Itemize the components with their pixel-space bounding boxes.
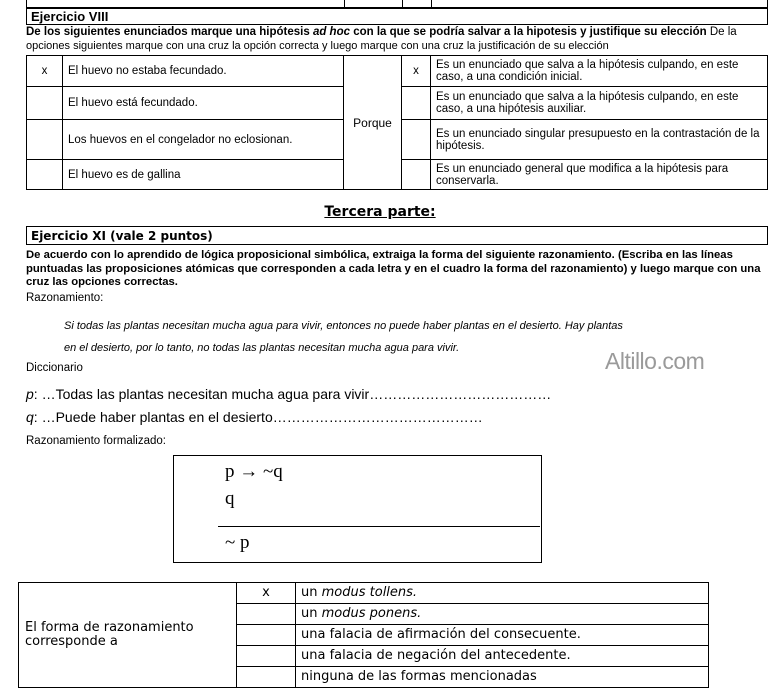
- p-text: : …Todas las plantas necesitan mucha agua para vivir…………………………………: [33, 386, 552, 402]
- option-text: El huevo no estaba fecundado.: [63, 56, 344, 87]
- q-text: : …Puede haber plantas en el desierto………………………………………: [33, 409, 483, 425]
- table-row: [19, 583, 709, 604]
- justification-mark-cell[interactable]: [402, 120, 431, 160]
- ej8-instructions: De los siguientes enunciados marque una hipótesis ad hoc con la que se podría salvar a la hipotesis y justifique su elección De la: [26, 26, 737, 38]
- ej8-instructions-2: opciones siguientes marque con una cruz la opción correcta y luego marque con una cruz la justificación de su elección: [26, 40, 609, 52]
- option-text: El huevo está fecundado.: [63, 87, 344, 120]
- forma-mark-cell[interactable]: [237, 646, 296, 667]
- razonamiento-line-1: Si todas las plantas necesitan mucha agua para vivir, entonces no puede haber plantas en el desierto. Hay plantas: [64, 320, 623, 332]
- part-title: Tercera parte:: [324, 204, 436, 220]
- conclusion-line: [218, 526, 540, 527]
- justification-text: Es un enunciado general que modifica a la hipótesis para conservarla.: [431, 160, 768, 190]
- option-text: El huevo es de gallina: [63, 160, 344, 190]
- conclusion: ~ p: [225, 532, 250, 553]
- justification-text: Es un enunciado que salva a la hipótesis culpando, en este caso, a una condición inicial.: [431, 56, 768, 87]
- diccionario-label: Diccionario: [26, 362, 83, 374]
- formalized-box: [173, 455, 542, 563]
- justification-mark-cell[interactable]: x: [402, 56, 431, 87]
- watermark-logo: Altillo.com: [605, 348, 705, 374]
- option-mark-cell[interactable]: [27, 120, 63, 160]
- forma-option: un modus tollens.: [296, 583, 709, 604]
- porque-label: Porque: [344, 56, 402, 190]
- ej11-instructions: De acuerdo con lo aprendido de lógica proposicional simbólica, extraiga la forma del siguiente razonamiento. (Escriba en las líneas puntuadas las proposiciones atómicas que corresponden a cada letra y en el cuadro la forma del razonamiento) y luego marque con una cruz las opciones correctas.: [26, 249, 761, 288]
- dictionary-p: [26, 386, 551, 402]
- forma-label: El forma de razonamiento corresponde a: [19, 583, 237, 688]
- dictionary-q: [26, 409, 483, 425]
- option-mark-cell[interactable]: x: [27, 56, 63, 87]
- forma-option: ninguna de las formas mencionadas: [296, 667, 709, 688]
- option-mark-cell[interactable]: [27, 87, 63, 120]
- q-letter: q: [26, 409, 34, 425]
- forma-option: una falacia de negación del antecedente.: [296, 646, 709, 667]
- justification-text: Es un enunciado que salva a la hipótesis culpando, en este caso, a una hipótesis auxiliar.: [431, 87, 768, 120]
- forma-option: una falacia de afirmación del consecuente.: [296, 625, 709, 646]
- ej8-table: [26, 55, 768, 190]
- forma-mark-cell[interactable]: x: [237, 583, 296, 604]
- p-letter: p: [26, 386, 34, 402]
- top-table-fragment: [26, 0, 768, 8]
- option-text: Los huevos en el congelador no eclosionan.: [63, 120, 344, 160]
- table-row: [27, 56, 768, 87]
- option-mark-cell[interactable]: [27, 160, 63, 190]
- premise-2: q: [225, 488, 235, 509]
- forma-table: [18, 582, 709, 688]
- justification-mark-cell[interactable]: [402, 87, 431, 120]
- premise-1: p → ~q: [225, 461, 283, 482]
- forma-option: un modus ponens.: [296, 604, 709, 625]
- ej11-title: Ejercicio XI (vale 2 puntos): [26, 226, 768, 245]
- forma-mark-cell[interactable]: [237, 667, 296, 688]
- razonamiento-label: Razonamiento:: [26, 292, 104, 304]
- forma-mark-cell[interactable]: [237, 625, 296, 646]
- justification-text: Es un enunciado singular presupuesto en la contrastación de la hipótesis.: [431, 120, 768, 160]
- razonamiento-line-2: en el desierto, por lo tanto, no todas las plantas necesitan mucha agua para vivir.: [64, 342, 460, 354]
- formalizado-label: Razonamiento formalizado:: [26, 435, 166, 447]
- ej8-title: Ejercicio VIII: [26, 8, 768, 25]
- forma-mark-cell[interactable]: [237, 604, 296, 625]
- justification-mark-cell[interactable]: [402, 160, 431, 190]
